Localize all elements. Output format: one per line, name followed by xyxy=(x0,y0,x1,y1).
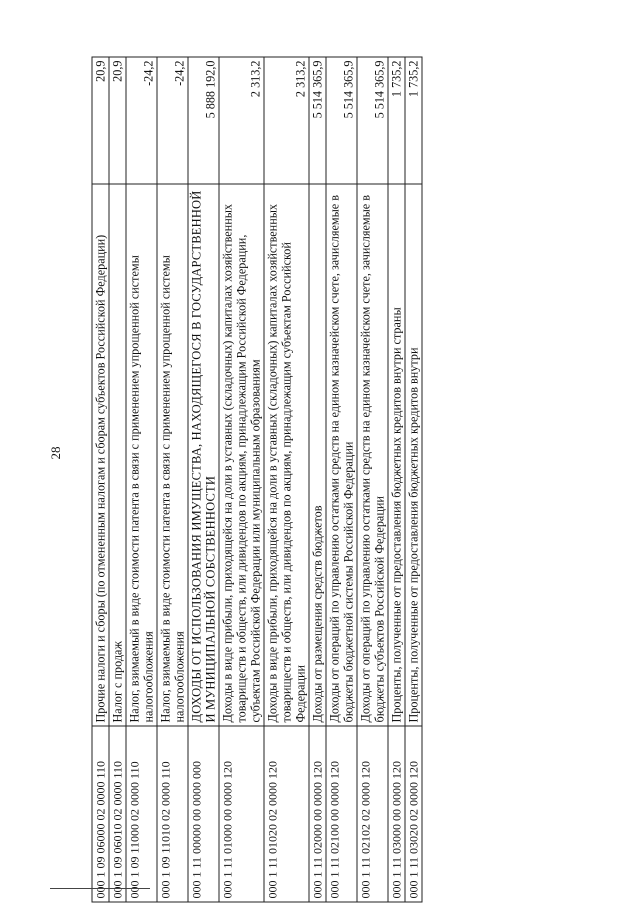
table-row xyxy=(188,57,219,902)
footer-divider xyxy=(50,888,150,889)
amount-cell: 2 313,2 xyxy=(219,57,264,184)
table-row xyxy=(126,57,157,902)
table-row xyxy=(309,57,326,902)
table-row xyxy=(219,57,264,902)
name-cell: Прочие налоги и сборы (по отмененным налогам и сборам субъектов Российской Федерации) xyxy=(92,184,109,726)
table-row xyxy=(326,57,357,902)
code-cell: 000 1 11 02102 02 0000 120 xyxy=(357,726,388,902)
revenue-table xyxy=(91,57,422,903)
amount-cell: 1 735,2 xyxy=(405,57,422,184)
rotated-table-wrapper xyxy=(91,58,599,903)
code-cell: 000 1 11 01020 02 0000 120 xyxy=(264,726,309,902)
amount-cell: 1 735,2 xyxy=(388,57,405,184)
name-cell: Налог, взимаемый в виде стоимости патента в связи с применением упрощенной системы налогообложения xyxy=(126,184,157,726)
amount-cell: 20,9 xyxy=(92,57,109,184)
name-cell: Доходы в виде прибыли, приходящейся на доли в уставных (складочных) капиталах хозяйственных товариществ и обществ, или дивидендов по акциям, принадлежащим субъектам Российской Федерации xyxy=(264,184,309,726)
table-row xyxy=(357,57,388,902)
table-row xyxy=(388,57,405,902)
name-cell: Доходы от операций по управлению остатками средств на едином казначейском счете, зачисляемые в бюджеты бюджетной системы Российской Федерации xyxy=(326,184,357,726)
table-row xyxy=(92,57,109,902)
table-row xyxy=(264,57,309,902)
amount-cell: 5 514 365,9 xyxy=(309,57,326,184)
name-cell: Налог, взимаемый в виде стоимости патента в связи с применением упрощенной системы налогообложения xyxy=(157,184,188,726)
code-cell: 000 1 11 03020 02 0000 120 xyxy=(405,726,422,902)
table-row xyxy=(109,57,126,902)
name-cell: Проценты, полученные от предоставления бюджетных кредитов внутри страны xyxy=(388,184,405,726)
code-cell: 000 1 11 02000 00 0000 120 xyxy=(309,726,326,902)
amount-cell: 20,9 xyxy=(109,57,126,184)
name-cell: ДОХОДЫ ОТ ИСПОЛЬЗОВАНИЯ ИМУЩЕСТВА, НАХОДЯЩЕГОСЯ В ГОСУДАРСТВЕННОЙ И МУНИЦИПАЛЬНОЙ СОБСТВЕННОСТИ xyxy=(188,184,219,726)
amount-cell: 2 313,2 xyxy=(264,57,309,184)
amount-cell: -24,2 xyxy=(157,57,188,184)
amount-cell: 5 514 365,9 xyxy=(326,57,357,184)
table-row xyxy=(405,57,422,902)
page-number: 28 xyxy=(48,446,63,460)
code-cell: 000 1 09 06010 02 0000 110 xyxy=(109,726,126,902)
code-cell: 000 1 11 02100 00 0000 120 xyxy=(326,726,357,902)
name-cell: Доходы в виде прибыли, приходящейся на доли в уставных (складочных) капиталах хозяйственных товариществ и обществ, или дивидендов по акциям, принадлежащим Российской Федерации, субъектам Российской Федерации или муниципальным образованиям xyxy=(219,184,264,726)
revenue-table-body xyxy=(92,57,422,902)
name-cell: Доходы от размещения средств бюджетов xyxy=(309,184,326,726)
code-cell: 000 1 09 06000 02 0000 110 xyxy=(92,726,109,902)
code-cell: 000 1 11 03000 00 0000 120 xyxy=(388,726,405,902)
amount-cell: 5 514 365,9 xyxy=(357,57,388,184)
amount-cell: -24,2 xyxy=(126,57,157,184)
amount-cell: 5 888 192,0 xyxy=(188,57,219,184)
code-cell: 000 1 11 00000 00 0000 000 xyxy=(188,726,219,902)
table-row xyxy=(157,57,188,902)
name-cell: Доходы от операций по управлению остатками средств на едином казначейском счете, зачисляемые в бюджеты субъектов Российской Федерации xyxy=(357,184,388,726)
name-cell: Налог с продаж xyxy=(109,184,126,726)
code-cell: 000 1 09 11000 02 0000 110 xyxy=(126,726,157,902)
code-cell: 000 1 11 01000 00 0000 120 xyxy=(219,726,264,902)
name-cell: Проценты, полученные от предоставления бюджетных кредитов внутри xyxy=(405,184,422,726)
code-cell: 000 1 09 11010 02 0000 110 xyxy=(157,726,188,902)
